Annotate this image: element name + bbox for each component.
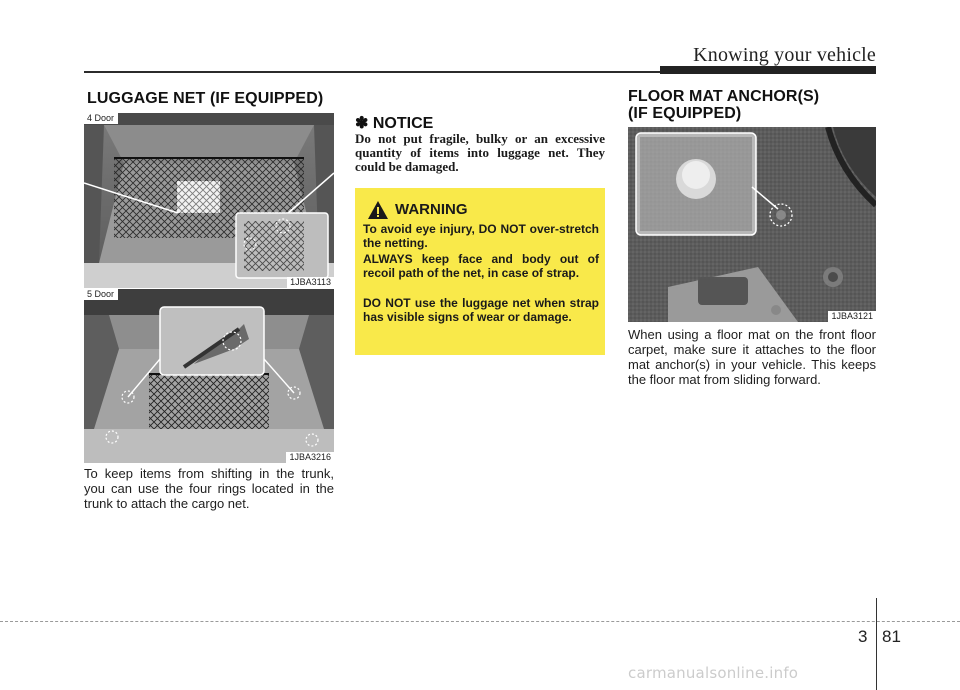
warning-paragraph-3: DO NOT use the luggage net when strap has visible signs of wear or damage. [363,296,599,324]
floor-mat-title-line-1: FLOOR MAT ANCHOR(S) [628,88,820,105]
chapter-header-title: Knowing your vehicle [693,44,876,66]
photo-4-door-trunk [84,113,334,288]
page-number: 81 [882,627,901,646]
photo-5-door-trunk [84,289,334,463]
trunk-5-door-illustration [84,289,334,463]
photo-code-3: 1JBA3121 [828,311,876,322]
photo-floor-mat-anchor [628,127,876,322]
warning-title: WARNING [395,201,468,218]
photo-code-2: 1JBA3216 [286,452,334,463]
warning-box [355,188,605,355]
watermark: carmanualsonline.info [628,664,799,682]
header-accent-bar [660,66,876,74]
luggage-net-description: To keep items from shifting in the trunk, you can use the four rings located in the trunk to attach the cargo net. [84,466,334,511]
trunk-4-door-illustration [84,113,334,288]
luggage-net-title: LUGGAGE NET (IF EQUIPPED) [87,90,324,107]
warning-triangle-icon [367,200,389,220]
warning-paragraph-1: To avoid eye injury, DO NOT over-stretch the netting. [363,222,599,250]
notice-text: Do not put fragile, bulky or an excessive quantity of items into luggage net. They could be damaged. [355,131,605,174]
photo-code-1: 1JBA3113 [287,277,334,288]
floor-mat-title-line-2: (IF EQUIPPED) [628,105,742,122]
photo-label-4-door: 4 Door [84,113,118,124]
floor-mat-description: When using a floor mat on the front floor carpet, make sure it attaches to the floor mat anchor(s) in your vehicle. This keeps the floor mat from sliding forward. [628,327,876,387]
header-rule [84,71,660,73]
footer-dashed-line [0,621,960,622]
warning-paragraph-2: ALWAYS keep face and body out of recoil path of the net, in case of strap. [363,252,599,280]
chapter-number: 3 [858,627,868,646]
footer-divider [876,598,877,690]
floor-anchor-illustration [628,127,876,322]
photo-label-5-door: 5 Door [84,289,118,300]
notice-heading: ✽ NOTICE [355,115,434,132]
